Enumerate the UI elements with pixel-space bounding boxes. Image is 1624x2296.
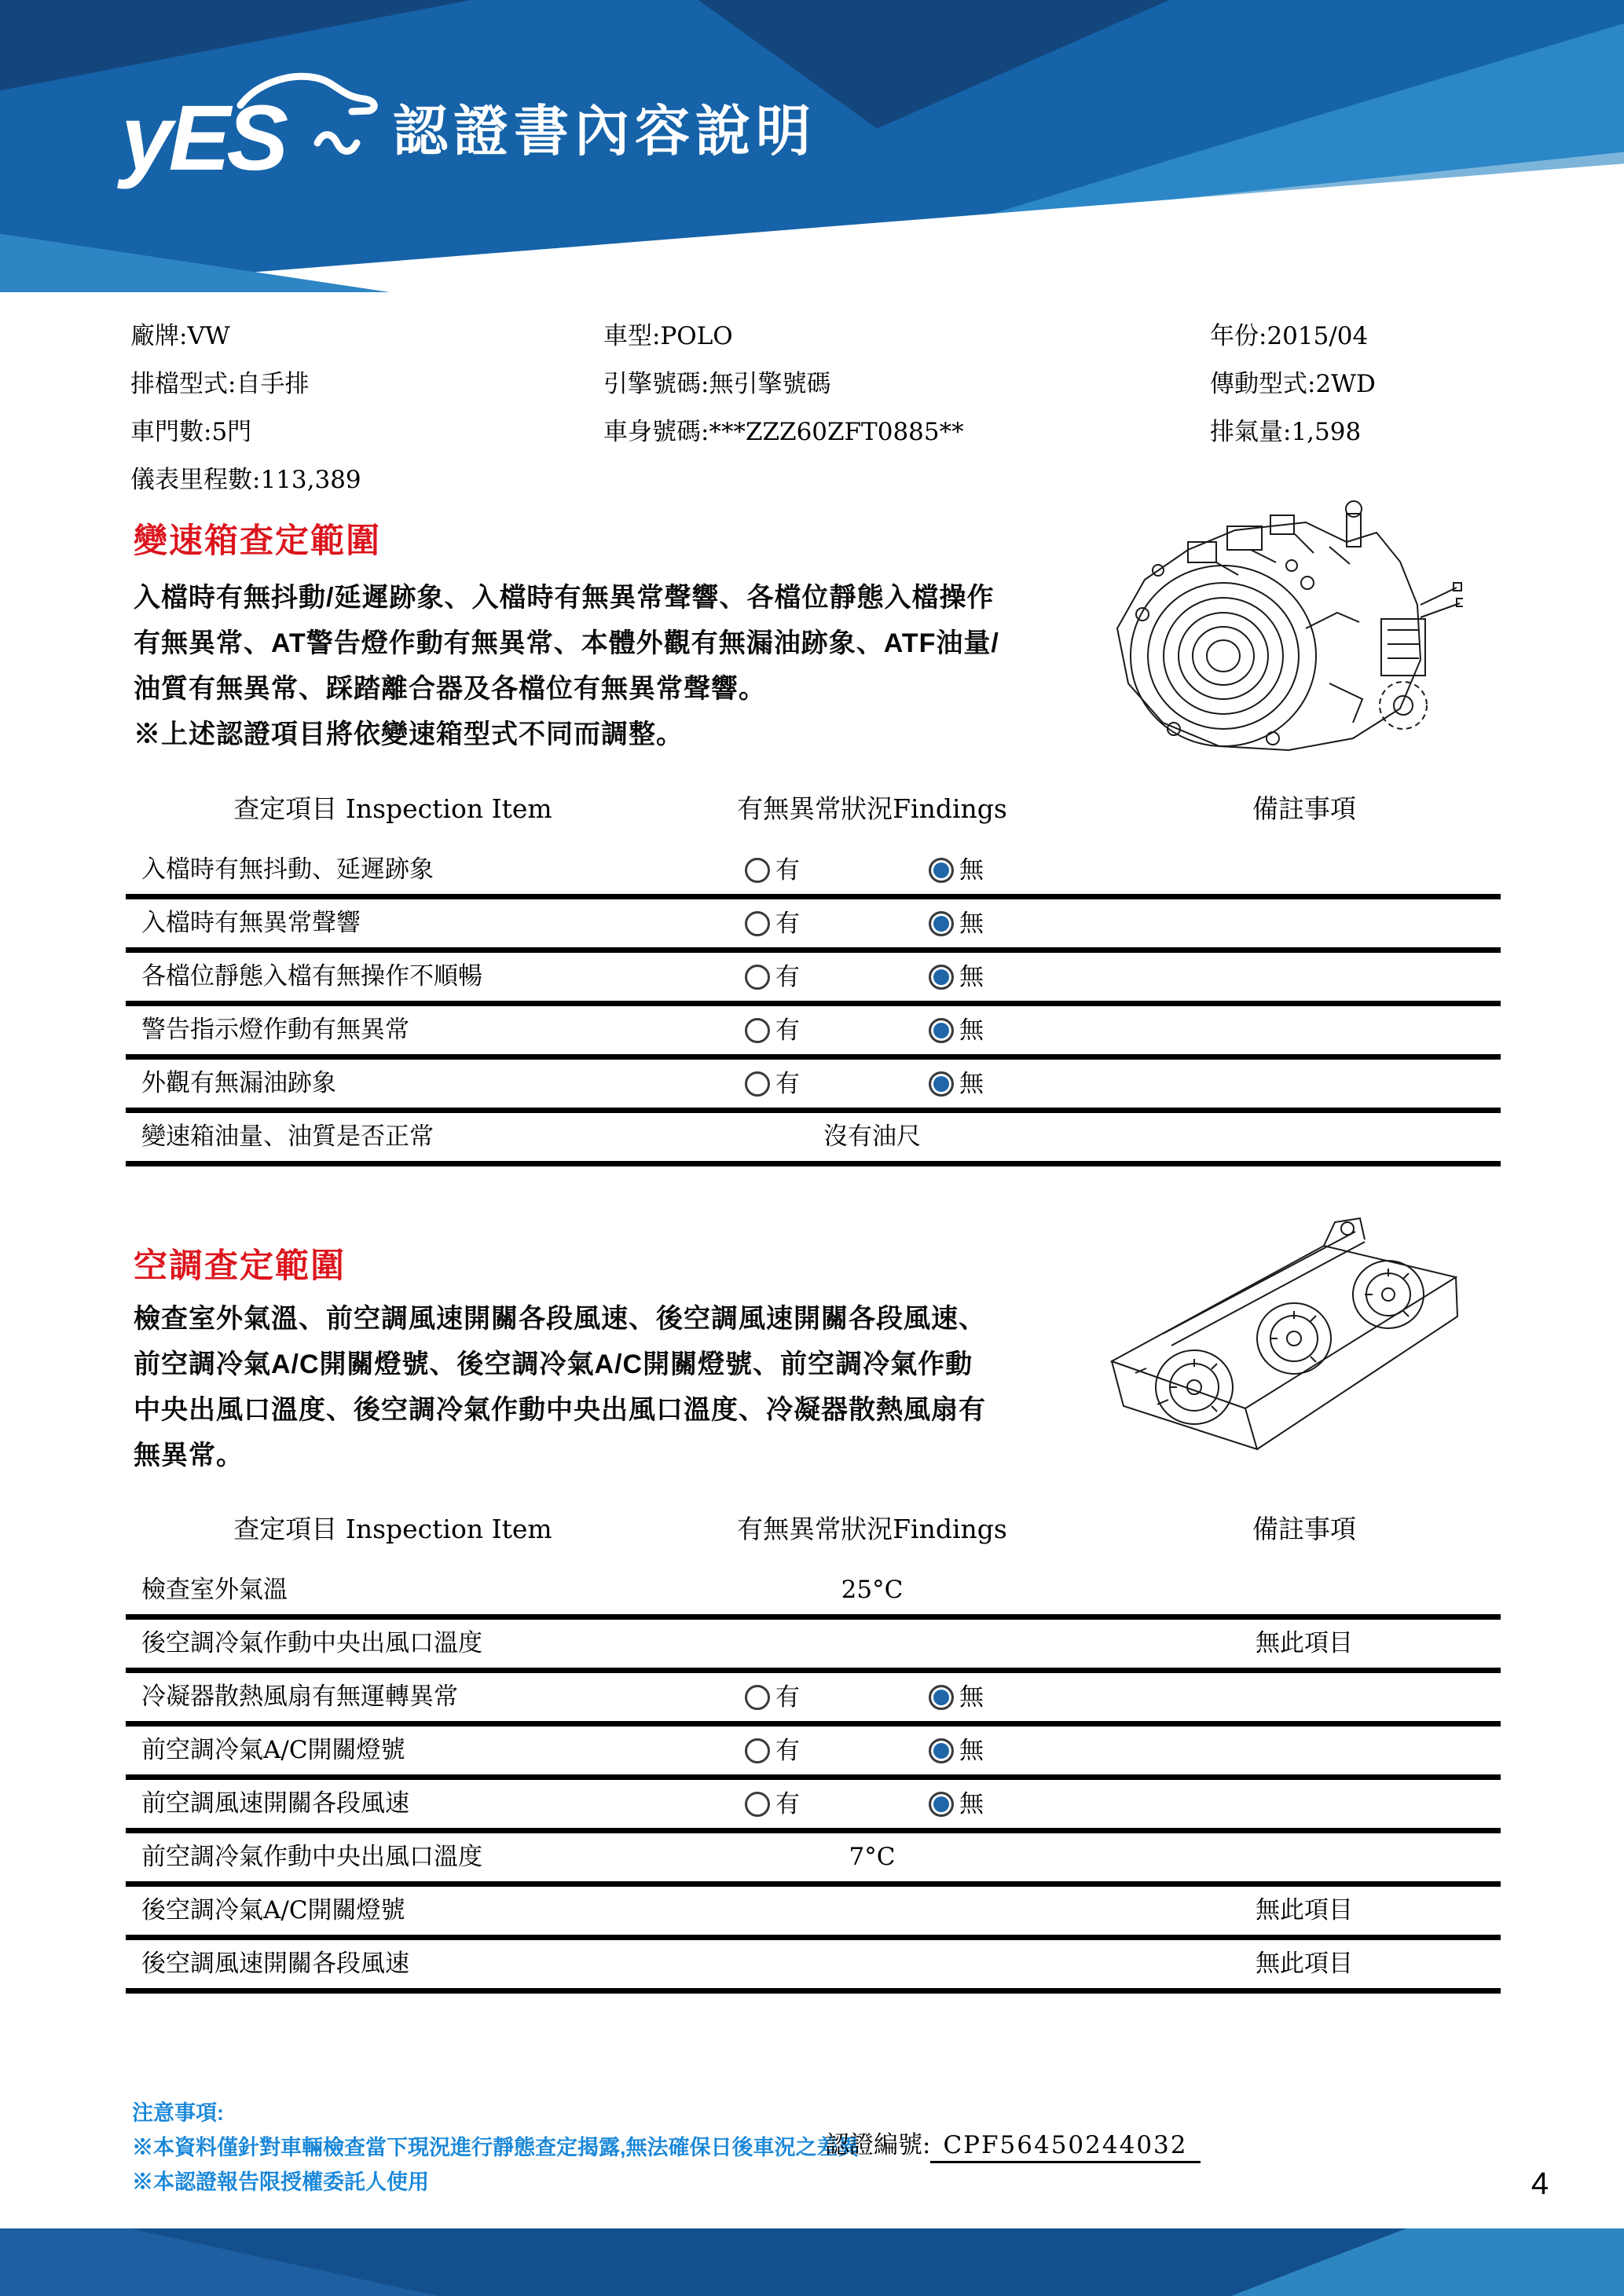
remark-text: 無此項目 xyxy=(1256,1896,1353,1924)
table-row xyxy=(126,1060,1501,1113)
radio-no-circle[interactable] xyxy=(929,1685,954,1710)
radio-no-selected[interactable] xyxy=(929,962,984,991)
row-item-label: 後空調風速開關各段風速 xyxy=(141,1950,409,1978)
radio-no-selected[interactable] xyxy=(929,911,984,936)
radio-yes-circle[interactable] xyxy=(745,1792,770,1817)
certificate-number: CPF56450244032 xyxy=(930,2131,1200,2163)
row-item-label: 前空調冷氣作動中央出風口溫度 xyxy=(141,1843,482,1871)
radio-yes-circle[interactable] xyxy=(745,965,770,990)
radio-yes-label: 有 xyxy=(775,855,800,884)
col-header-item: 查定項目 Inspection Item xyxy=(233,793,552,824)
radio-yes-label: 有 xyxy=(775,1016,800,1045)
col-header-remark: 備註事項 xyxy=(1252,793,1356,824)
vehicle-info-col2 xyxy=(603,313,964,456)
radio-yes-label: 有 xyxy=(775,1683,800,1712)
radio-no-circle[interactable] xyxy=(929,965,954,990)
col-header-remark: 備註事項 xyxy=(1252,1514,1356,1544)
radio-yes-circle[interactable] xyxy=(745,858,770,883)
section-desc-ac xyxy=(134,1296,986,1478)
radio-yes-label: 有 xyxy=(775,1069,800,1098)
info-drivetrain: 傳動型式:2WD xyxy=(1210,370,1376,398)
radio-no-selected[interactable] xyxy=(929,1738,984,1763)
row-item-label: 變速箱油量、油質是否正常 xyxy=(141,1122,434,1151)
info-engine-no: 引擎號碼:無引擎號碼 xyxy=(603,370,831,398)
remark-text: 無此項目 xyxy=(1256,1950,1353,1978)
col-header-item: 查定項目 Inspection Item xyxy=(233,1514,552,1544)
finding-text: 7°C xyxy=(849,1843,896,1871)
row-item-label: 警告指示燈作動有無異常 xyxy=(141,1016,409,1044)
radio-no-label: 無 xyxy=(959,855,984,884)
desc-line: ※上述認證項目將依變速箱型式不同而調整。 xyxy=(134,720,684,749)
desc-line: 中央出風口溫度、後空調冷氣作動中央出風口溫度、冷凝器散熱風扇有 xyxy=(134,1395,986,1425)
desc-line: 前空調冷氣A/C開關燈號、後空調冷氣A/C開關燈號、前空調冷氣作動 xyxy=(134,1349,973,1379)
radio-no-label: 無 xyxy=(959,1789,984,1818)
row-item-label: 入檔時有無抖動、延遲跡象 xyxy=(141,855,434,884)
row-item-label: 前空調風速開關各段風速 xyxy=(141,1789,409,1818)
remark-text: 無此項目 xyxy=(1256,1629,1353,1657)
table-row xyxy=(126,899,1501,953)
notes-block xyxy=(132,2096,860,2199)
row-item-label: 冷凝器散熱風扇有無運轉異常 xyxy=(141,1683,458,1711)
table-row xyxy=(126,953,1501,1006)
radio-no-label: 無 xyxy=(959,909,984,938)
row-item-label: 各檔位靜態入檔有無操作不順暢 xyxy=(141,962,482,991)
table-row xyxy=(126,1673,1501,1727)
radio-no-label: 無 xyxy=(959,1069,984,1098)
radio-no-label: 無 xyxy=(959,1016,984,1045)
table-header-row xyxy=(126,782,1501,846)
radio-yes[interactable] xyxy=(745,1685,800,1710)
page-number: 4 xyxy=(1531,2166,1549,2201)
info-model: 車型:POLO xyxy=(603,322,733,350)
radio-no-circle[interactable] xyxy=(929,858,954,883)
radio-yes-circle[interactable] xyxy=(745,911,770,936)
table-row xyxy=(126,1113,1501,1166)
transmission-illustration xyxy=(1070,487,1463,761)
radio-no-selected[interactable] xyxy=(929,1789,984,1818)
section-desc-transmission xyxy=(134,575,999,757)
radio-no-selected[interactable] xyxy=(929,855,984,884)
info-gearbox: 排檔型式:自手排 xyxy=(130,370,310,398)
table-row xyxy=(126,1940,1501,1994)
col-header-findings: 有無異常狀況Findings xyxy=(737,1514,1007,1544)
radio-yes-label: 有 xyxy=(775,1736,800,1765)
finding-text: 沒有油尺 xyxy=(823,1122,921,1151)
radio-no-selected[interactable] xyxy=(929,1685,984,1710)
radio-no-selected[interactable] xyxy=(929,1071,984,1097)
radio-no-circle[interactable] xyxy=(929,1071,954,1097)
notes-title: 注意事項: xyxy=(132,2101,224,2125)
table-row xyxy=(126,1620,1501,1673)
table-row xyxy=(126,846,1501,899)
radio-yes-circle[interactable] xyxy=(745,1018,770,1043)
col-header-findings: 有無異常狀況Findings xyxy=(737,793,1007,824)
desc-line: 油質有無異常、踩踏離合器及各檔位有無異常聲響。 xyxy=(134,674,766,704)
row-item-label: 前空調冷氣A/C開關燈號 xyxy=(141,1736,405,1764)
desc-line: 入檔時有無抖動/延遲跡象、入檔時有無異常聲響、各檔位靜態入檔操作 xyxy=(134,583,995,613)
radio-yes-circle[interactable] xyxy=(745,1738,770,1763)
table-row xyxy=(126,1833,1501,1887)
footer-band xyxy=(0,2228,1624,2296)
table-header-row xyxy=(126,1502,1501,1566)
info-doors: 車門數:5門 xyxy=(130,418,252,446)
radio-yes-label: 有 xyxy=(775,962,800,991)
row-item-label: 入檔時有無異常聲響 xyxy=(141,909,361,937)
table-row xyxy=(126,1566,1501,1620)
info-vin: 車身號碼:***ZZZ60ZFT0885** xyxy=(603,418,964,446)
section-title-ac: 空調查定範圍 xyxy=(134,1247,346,1285)
radio-yes[interactable] xyxy=(745,1738,800,1763)
radio-no-circle[interactable] xyxy=(929,911,954,936)
certificate-number-line xyxy=(825,2125,1201,2160)
radio-yes-label: 有 xyxy=(775,909,800,938)
radio-yes-circle[interactable] xyxy=(745,1685,770,1710)
table-row xyxy=(126,1727,1501,1780)
desc-line: 有無異常、AT警告燈作動有無異常、本體外觀有無漏油跡象、ATF油量/ xyxy=(134,628,999,658)
radio-yes[interactable] xyxy=(745,911,800,936)
radio-no-selected[interactable] xyxy=(929,1018,984,1043)
desc-line: 無異常。 xyxy=(134,1441,244,1470)
row-item-label: 後空調冷氣作動中央出風口溫度 xyxy=(141,1629,482,1657)
radio-no-label: 無 xyxy=(959,1736,984,1765)
page-title: 認證書內容說明 xyxy=(393,101,816,162)
table-row xyxy=(126,1780,1501,1833)
note-line-1: ※本資料僅針對車輛檢查當下現況進行靜態查定揭露,無法確保日後車況之差異 xyxy=(132,2136,860,2159)
radio-yes[interactable] xyxy=(745,855,800,884)
radio-yes[interactable] xyxy=(745,1789,800,1818)
desc-line: 檢查室外氣溫、前空調風速開關各段風速、後空調風速開關各段風速、 xyxy=(134,1304,986,1334)
ac-inspection-table xyxy=(126,1502,1501,1994)
table-row xyxy=(126,1887,1501,1940)
radio-no-label: 無 xyxy=(959,1683,984,1712)
yes-logo xyxy=(116,61,399,203)
hero-banner xyxy=(0,0,1624,292)
radio-yes-circle[interactable] xyxy=(745,1071,770,1097)
row-item-label: 檢查室外氣溫 xyxy=(141,1576,288,1604)
radio-no-circle[interactable] xyxy=(929,1738,954,1763)
radio-no-circle[interactable] xyxy=(929,1792,954,1817)
radio-yes-label: 有 xyxy=(775,1789,800,1818)
info-mileage: 儀表里程數:113,389 xyxy=(130,466,361,494)
certificate-number-label: 認證編號: xyxy=(825,2131,931,2159)
logo-text: yES xyxy=(121,86,285,190)
info-year: 年份:2015/04 xyxy=(1210,322,1369,350)
radio-no-label: 無 xyxy=(959,962,984,991)
info-brand: 廠牌:VW xyxy=(130,322,230,350)
yes-logo-graphic xyxy=(116,61,399,203)
radio-yes[interactable] xyxy=(745,1018,800,1043)
note-line-2: ※本認證報告限授權委託人使用 xyxy=(132,2170,429,2194)
radio-no-circle[interactable] xyxy=(929,1018,954,1043)
vehicle-info-col1 xyxy=(130,313,361,504)
radio-yes[interactable] xyxy=(745,1071,800,1097)
radio-yes[interactable] xyxy=(745,962,800,991)
finding-text: 25°C xyxy=(841,1576,904,1604)
transmission-inspection-table xyxy=(126,782,1501,1166)
row-item-label: 後空調冷氣A/C開關燈號 xyxy=(141,1896,405,1924)
section-title-transmission: 變速箱查定範圍 xyxy=(134,522,381,560)
info-displacement: 排氣量:1,598 xyxy=(1210,418,1362,446)
vehicle-info-col3 xyxy=(1210,313,1376,456)
row-item-label: 外觀有無漏油跡象 xyxy=(141,1069,336,1097)
table-row xyxy=(126,1006,1501,1060)
ac-control-panel-illustration xyxy=(1088,1208,1481,1482)
